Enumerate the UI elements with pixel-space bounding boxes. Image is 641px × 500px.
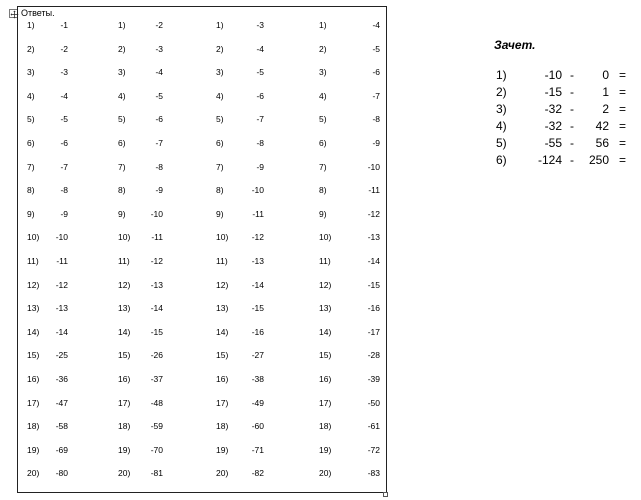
answer-number: 13) xyxy=(319,303,332,314)
answer-number: 11) xyxy=(118,256,130,266)
answer-number: 1) xyxy=(216,20,224,30)
answer-value: -8 xyxy=(372,114,380,125)
answer-number: 7) xyxy=(319,161,327,172)
answer-value: -27 xyxy=(251,350,264,361)
answer-number: 14) xyxy=(27,326,40,337)
answer-value: -5 xyxy=(155,90,163,101)
answer-number: 15) xyxy=(118,350,131,361)
answer-value: -11 xyxy=(368,185,380,196)
zachet-equals: = xyxy=(619,136,627,150)
zachet-subtrahend: 2 xyxy=(602,102,609,116)
answer-number: 20) xyxy=(319,468,332,479)
answer-number: 1) xyxy=(118,20,126,30)
answer-number: 19) xyxy=(118,444,131,455)
answer-number: 4) xyxy=(118,90,126,101)
zachet-number: 3) xyxy=(496,102,507,116)
answer-number: 8) xyxy=(319,185,327,196)
answer-value: -11 xyxy=(56,256,68,266)
answer-number: 5) xyxy=(27,114,35,125)
answer-value: -81 xyxy=(150,468,163,479)
answer-value: -2 xyxy=(155,20,163,30)
answer-number: 10) xyxy=(118,232,131,243)
answer-number: 11) xyxy=(27,256,39,266)
answer-number: 6) xyxy=(319,138,327,148)
zachet-operator: - xyxy=(570,153,574,167)
answer-number: 3) xyxy=(27,67,35,78)
zachet-operator: - xyxy=(570,68,574,82)
answer-value: -9 xyxy=(256,161,264,172)
answer-value: -82 xyxy=(251,468,264,479)
answer-value: -49 xyxy=(251,397,264,408)
zachet-title: Зачет. xyxy=(494,38,536,52)
answer-value: -13 xyxy=(367,232,380,243)
zachet-row xyxy=(0,67,641,83)
answer-number: 14) xyxy=(319,326,332,337)
zachet-minuend: -32 xyxy=(544,102,562,116)
answer-value: -26 xyxy=(150,350,163,361)
answer-number: 15) xyxy=(216,350,229,361)
zachet-subtrahend: 250 xyxy=(588,153,609,167)
answer-number: 9) xyxy=(216,208,224,219)
answer-value: -13 xyxy=(150,279,163,290)
zachet-operator: - xyxy=(570,85,574,99)
zachet-operator: - xyxy=(570,102,574,116)
answer-number: 7) xyxy=(216,161,224,172)
answer-value: -72 xyxy=(367,444,380,455)
answer-number: 9) xyxy=(27,208,35,219)
answer-value: -1 xyxy=(60,20,68,30)
zachet-equals: = xyxy=(619,119,627,133)
answer-number: 3) xyxy=(216,67,224,78)
answer-value: -16 xyxy=(251,326,264,337)
answer-number: 9) xyxy=(118,208,126,219)
zachet-number: 4) xyxy=(496,119,507,133)
answer-number: 5) xyxy=(118,114,126,125)
answer-value: -15 xyxy=(367,279,380,290)
zachet-equals: = xyxy=(619,68,627,82)
answer-number: 19) xyxy=(319,444,332,455)
answer-value: -25 xyxy=(55,350,68,361)
answer-value: -10 xyxy=(367,161,380,172)
answer-number: 12) xyxy=(27,279,40,290)
answer-number: 1) xyxy=(27,20,35,30)
zachet-minuend: -10 xyxy=(544,68,562,82)
answer-value: -5 xyxy=(256,67,264,78)
zachet-row xyxy=(0,152,641,168)
zachet-row xyxy=(0,135,641,151)
answer-value: -70 xyxy=(150,444,163,455)
answer-value: -59 xyxy=(150,421,163,432)
answer-number: 2) xyxy=(319,43,327,54)
answer-value: -15 xyxy=(251,303,264,314)
zachet-minuend: -32 xyxy=(544,119,562,133)
answer-value: -11 xyxy=(252,208,264,219)
answer-value: -7 xyxy=(155,138,163,148)
answer-value: -10 xyxy=(251,185,264,196)
answer-value: -8 xyxy=(155,161,163,172)
answer-value: -5 xyxy=(372,43,380,54)
answer-value: -69 xyxy=(55,444,68,455)
answer-value: -9 xyxy=(155,185,163,196)
answers-title: Ответы. xyxy=(21,8,55,18)
answer-value: -37 xyxy=(150,374,163,384)
answer-number: 20) xyxy=(27,468,40,479)
zachet-subtrahend: 0 xyxy=(602,68,609,82)
answer-value: -12 xyxy=(251,232,264,243)
answer-value: -13 xyxy=(251,256,264,266)
answer-number: 13) xyxy=(27,303,40,314)
answer-number: 1) xyxy=(319,20,327,30)
answer-number: 18) xyxy=(118,421,131,432)
answer-number: 11) xyxy=(216,256,228,266)
zachet-number: 6) xyxy=(496,153,507,167)
answer-number: 20) xyxy=(216,468,229,479)
answer-number: 3) xyxy=(118,67,126,78)
zachet-equals: = xyxy=(619,153,627,167)
answer-value: -12 xyxy=(367,208,380,219)
answer-value: -61 xyxy=(367,421,380,432)
answer-value: -14 xyxy=(150,303,163,314)
answer-number: 12) xyxy=(118,279,131,290)
answer-number: 16) xyxy=(319,374,332,384)
answer-value: -2 xyxy=(60,43,68,54)
answer-number: 5) xyxy=(216,114,224,125)
zachet-subtrahend: 1 xyxy=(602,85,609,99)
answer-value: -6 xyxy=(256,90,264,101)
answer-value: -48 xyxy=(150,397,163,408)
answer-value: -10 xyxy=(150,208,163,219)
answer-value: -11 xyxy=(151,232,163,243)
answer-value: -12 xyxy=(55,279,68,290)
answer-number: 10) xyxy=(27,232,40,243)
zachet-minuend: -15 xyxy=(544,85,562,99)
zachet-operator: - xyxy=(570,136,574,150)
answer-value: -9 xyxy=(372,138,380,148)
zachet-row xyxy=(0,118,641,134)
answer-number: 16) xyxy=(118,374,131,384)
answer-number: 17) xyxy=(118,397,131,408)
answer-number: 15) xyxy=(27,350,40,361)
answer-number: 7) xyxy=(27,161,35,172)
answer-value: -15 xyxy=(150,326,163,337)
answer-value: -12 xyxy=(150,256,163,266)
answer-number: 10) xyxy=(216,232,229,243)
answer-value: -9 xyxy=(60,208,68,219)
zachet-equals: = xyxy=(619,85,627,99)
answer-value: -14 xyxy=(55,326,68,337)
answer-number: 18) xyxy=(27,421,40,432)
answer-number: 14) xyxy=(118,326,131,337)
zachet-minuend: -124 xyxy=(537,153,562,167)
answer-value: -7 xyxy=(256,114,264,125)
answer-number: 17) xyxy=(319,397,332,408)
answer-number: 8) xyxy=(118,185,126,196)
answer-number: 19) xyxy=(27,444,40,455)
answer-number: 7) xyxy=(118,161,126,172)
answer-value: -13 xyxy=(55,303,68,314)
answer-value: -3 xyxy=(60,67,68,78)
answer-value: -3 xyxy=(256,20,264,30)
zachet-number: 5) xyxy=(496,136,507,150)
answer-value: -7 xyxy=(60,161,68,172)
answer-value: -8 xyxy=(256,138,264,148)
answer-number: 2) xyxy=(216,43,224,54)
answer-value: -4 xyxy=(256,43,264,54)
answer-value: -10 xyxy=(55,232,68,243)
answer-number: 10) xyxy=(319,232,332,243)
answer-value: -50 xyxy=(367,397,380,408)
answer-number: 18) xyxy=(216,421,229,432)
answer-number: 20) xyxy=(118,468,131,479)
answer-value: -16 xyxy=(367,303,380,314)
answer-number: 6) xyxy=(216,138,224,148)
answer-number: 14) xyxy=(216,326,229,337)
zachet-subtrahend: 42 xyxy=(595,119,609,133)
answer-number: 2) xyxy=(118,43,126,54)
zachet-number: 2) xyxy=(496,85,507,99)
answer-value: -47 xyxy=(55,397,68,408)
answer-value: -6 xyxy=(155,114,163,125)
answer-number: 11) xyxy=(319,256,331,266)
answer-number: 19) xyxy=(216,444,229,455)
answer-number: 2) xyxy=(27,43,35,54)
answer-number: 4) xyxy=(216,90,224,101)
answer-value: -60 xyxy=(251,421,264,432)
answer-number: 3) xyxy=(319,67,327,78)
answer-number: 17) xyxy=(216,397,229,408)
answer-number: 4) xyxy=(319,90,327,101)
answer-number: 4) xyxy=(27,90,35,101)
zachet-minuend: -55 xyxy=(544,136,562,150)
answer-number: 18) xyxy=(319,421,332,432)
answer-value: -17 xyxy=(367,326,380,337)
answer-value: -6 xyxy=(372,67,380,78)
answer-number: 16) xyxy=(27,374,40,384)
answer-number: 6) xyxy=(118,138,126,148)
answer-number: 8) xyxy=(216,185,224,196)
answer-number: 15) xyxy=(319,350,332,361)
answer-value: -7 xyxy=(372,90,380,101)
answer-number: 17) xyxy=(27,397,40,408)
zachet-operator: - xyxy=(570,119,574,133)
zachet-number: 1) xyxy=(496,68,507,82)
answer-value: -8 xyxy=(60,185,68,196)
answer-value: -14 xyxy=(367,256,380,266)
answer-number: 9) xyxy=(319,208,327,219)
answer-value: -38 xyxy=(251,374,264,384)
answer-value: -71 xyxy=(251,444,264,455)
answer-number: 13) xyxy=(216,303,229,314)
answer-value: -58 xyxy=(55,421,68,432)
zachet-row xyxy=(0,84,641,100)
answer-value: -5 xyxy=(60,114,68,125)
answer-number: 5) xyxy=(319,114,327,125)
answer-number: 13) xyxy=(118,303,131,314)
answer-number: 12) xyxy=(216,279,229,290)
zachet-row xyxy=(0,101,641,117)
answer-value: -6 xyxy=(60,138,68,148)
answer-value: -4 xyxy=(372,20,380,30)
answer-value: -80 xyxy=(55,468,68,479)
answer-value: -83 xyxy=(367,468,380,479)
answer-value: -3 xyxy=(155,43,163,54)
answer-number: 8) xyxy=(27,185,35,196)
answer-number: 12) xyxy=(319,279,332,290)
zachet-equals: = xyxy=(619,102,627,116)
answer-number: 16) xyxy=(216,374,229,384)
answer-value: -4 xyxy=(155,67,163,78)
answer-value: -36 xyxy=(55,374,68,384)
answer-value: -28 xyxy=(367,350,380,361)
zachet-subtrahend: 56 xyxy=(595,136,609,150)
answer-value: -14 xyxy=(251,279,264,290)
answer-value: -39 xyxy=(367,374,380,384)
answer-number: 6) xyxy=(27,138,35,148)
answer-value: -4 xyxy=(60,90,68,101)
